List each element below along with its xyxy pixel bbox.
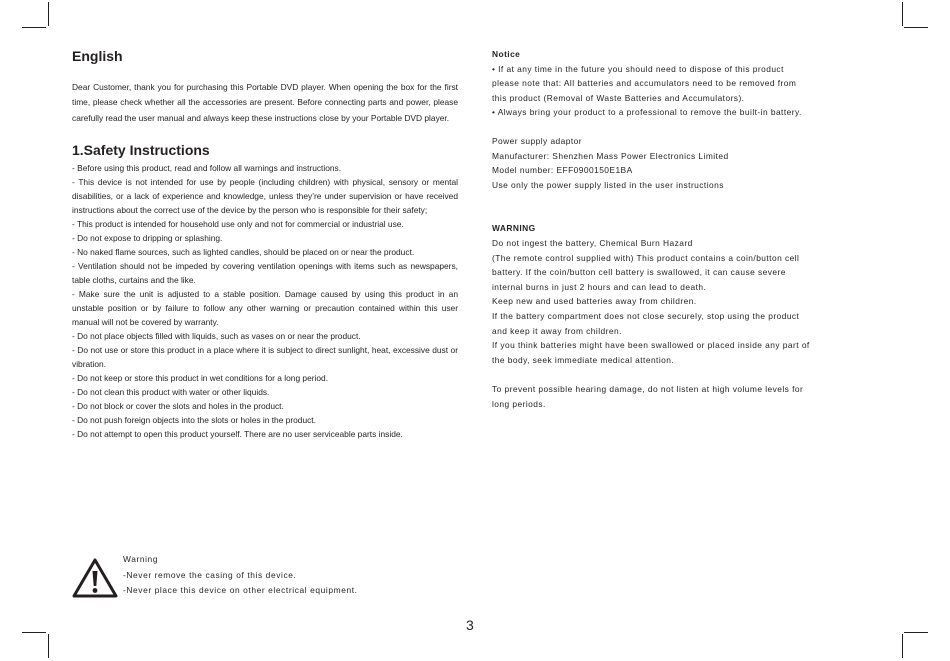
warning-line: internal burns in just 2 hours and can lead to death. — [492, 281, 707, 292]
hearing-line: long periods. — [492, 398, 546, 409]
warning-triangle-icon — [72, 557, 118, 599]
warning-line: -Never remove the casing of this device. — [123, 569, 297, 580]
safety-item: - Do not attempt to open this product yourself. There are no user serviceable parts inside. — [72, 428, 403, 439]
warning-line: the body, seek immediate medical attention. — [492, 354, 675, 365]
psu-line: Model number: EFF0900150E1BA — [492, 165, 633, 176]
warning-line: and keep it away from children. — [492, 325, 622, 336]
intro-paragraph: Dear Customer, thank you for purchasing this Portable DVD player. When opening the box for the first time, please check whether all the accessories are present. Before connecting parts and power, please carefully read the user manual and always keep these instructions close by your Portable DVD player. — [72, 82, 458, 123]
crop-mark — [22, 27, 46, 28]
language-heading: English — [72, 48, 123, 64]
safety-item: - Do not push foreign objects into the slots or holes in the product. — [72, 414, 316, 425]
safety-item: - Do not keep or store this product in wet conditions for a long period. — [72, 372, 329, 383]
warning-line: (The remote control supplied with) This product contains a coin/button cell — [492, 252, 800, 263]
psu-line: Power supply adaptor — [492, 135, 583, 146]
notice-heading: Notice — [492, 49, 521, 59]
warning-line: -Never place this device on other electrical equipment. — [123, 585, 358, 595]
warning-line: Keep new and used batteries away from children. — [492, 296, 697, 307]
crop-mark — [902, 634, 903, 658]
crop-mark — [904, 27, 928, 28]
warning-line: battery. If the coin/button cell battery is swallowed, it can cause severe — [492, 267, 786, 278]
warning-text — [123, 552, 358, 599]
page-number: 3 — [466, 617, 474, 633]
crop-mark — [902, 2, 903, 26]
safety-item: - Do not place objects filled with liquids, such as vases on or near the product. — [72, 330, 361, 341]
warning-line: If you think batteries might have been swallowed or placed inside any part of — [492, 340, 810, 351]
psu-line: Use only the power supply listed in the user instructions — [492, 179, 724, 190]
right-column — [492, 47, 882, 411]
psu-line: Manufacturer: Shenzhen Mass Power Electronics Limited — [492, 150, 729, 161]
notice-line: • If at any time in the future you should need to dispose of this product — [492, 63, 784, 74]
safety-item: - Ventilation should not be impeded by covering ventilation openings with items such as newspapers, table cloths, curtains and the like. — [72, 260, 458, 285]
safety-item: - This product is intended for household use only and not for commercial or industrial use. — [72, 218, 404, 229]
safety-item: - Do not block or cover the slots and holes in the product. — [72, 400, 284, 411]
safety-item: - No naked flame sources, such as lighted candles, should be placed on or near the product. — [72, 246, 415, 257]
notice-line: • Always bring your product to a professional to remove the built-in battery. — [492, 107, 802, 118]
notice-line: this product (Removal of Waste Batteries and Accumulators). — [492, 92, 745, 103]
safety-item: - Do not use or store this product in a place where it is subject to direct sunlight, heat, excessive dust or vibration. — [72, 344, 458, 369]
safety-item: - Make sure the unit is adjusted to a stable position. Damage caused by using this product in an unstable position or by failure to follow any other warning or precaution contained within this user manual will not be covered by warranty. — [72, 288, 458, 327]
warning-title: Warning — [123, 554, 159, 564]
safety-item: - Before using this product, read and follow all warnings and instructions. — [72, 162, 342, 173]
notice-line: please note that: All batteries and accumulators need to be removed from — [492, 78, 797, 89]
crop-mark — [22, 632, 46, 633]
safety-item: - Do not expose to dripping or splashing. — [72, 232, 223, 243]
warning-box — [72, 552, 452, 600]
left-column — [72, 48, 458, 441]
crop-mark — [904, 632, 928, 633]
crop-mark — [48, 634, 49, 658]
safety-heading: 1.Safety Instructions — [72, 141, 210, 158]
safety-list — [72, 161, 458, 441]
warning-line: Do not ingest the battery, Chemical Burn Hazard — [492, 237, 693, 248]
safety-item: - This device is not intended for use by people (including children) with physical, sensory or mental disabilities, or a lack of experience and knowledge, unless they’re under supervision or have received instructions about the correct use of the device by the person who is responsible for their safety; — [72, 176, 458, 215]
warning-heading: WARNING — [492, 223, 536, 234]
hearing-line: To prevent possible hearing damage, do not listen at high volume levels for — [492, 384, 804, 395]
safety-item: - Do not clean this product with water or other liquids. — [72, 386, 270, 397]
warning-line: If the battery compartment does not close securely, stop using the product — [492, 310, 800, 321]
crop-mark — [48, 2, 49, 26]
